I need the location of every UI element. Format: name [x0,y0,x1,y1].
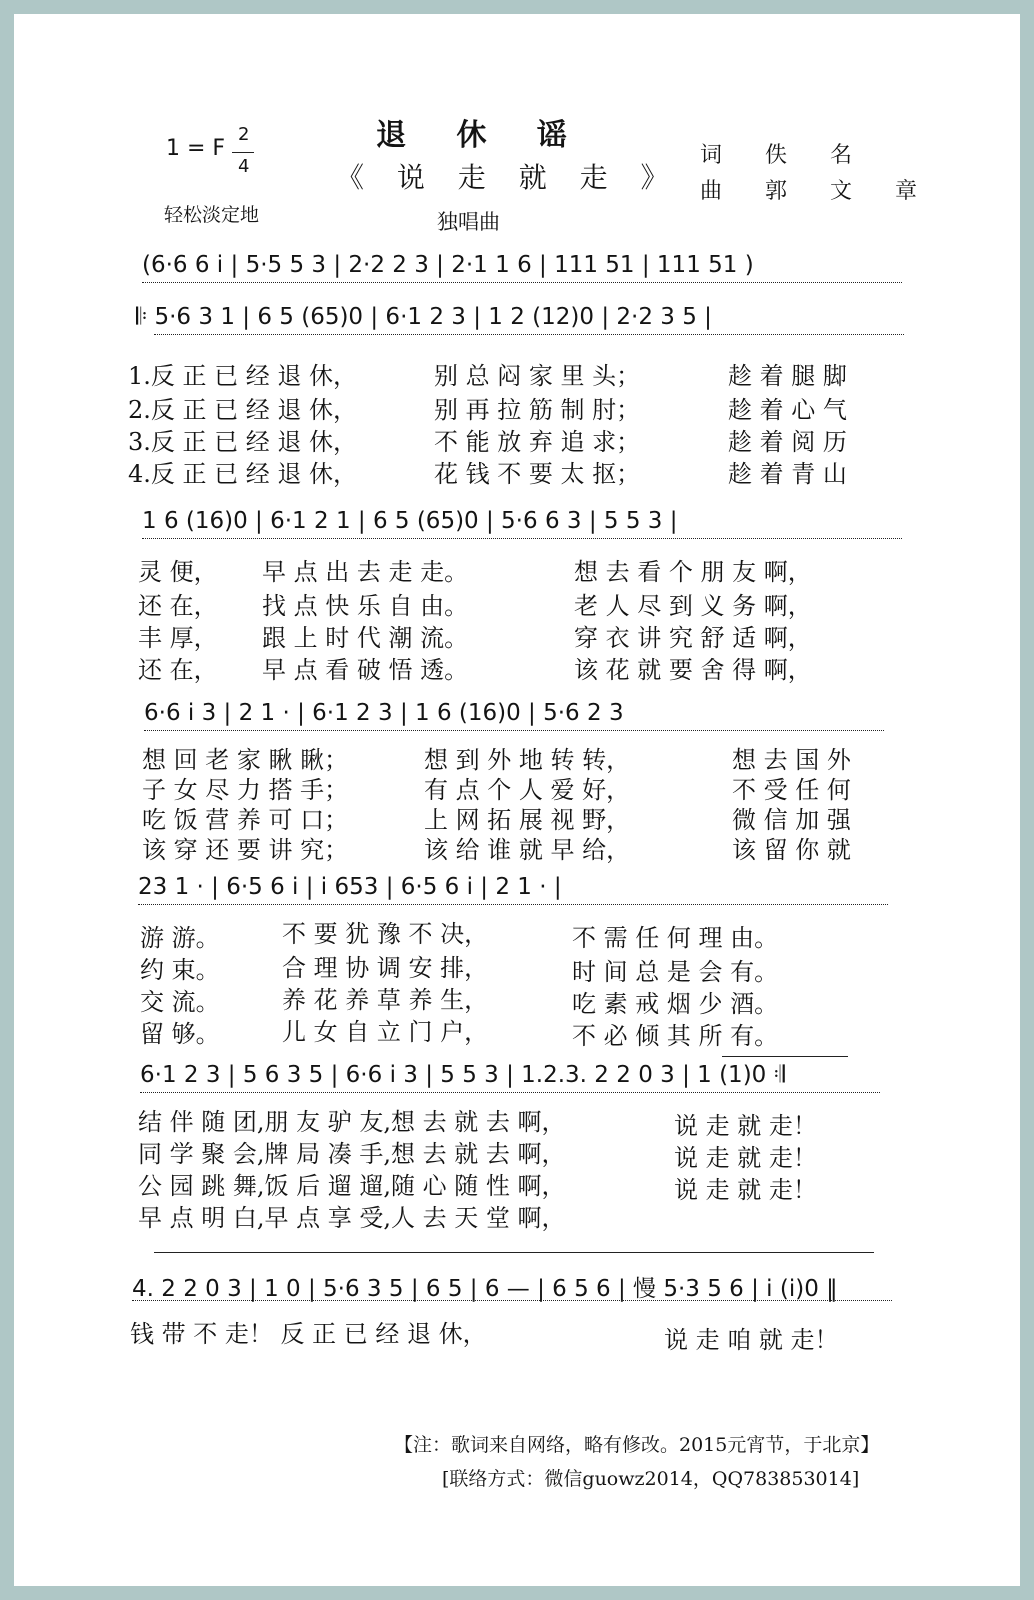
time-signature-bottom: 4 [238,156,250,177]
key-signature: 1 = F [166,136,226,161]
lyrics-5a-v1: 结 伴 随 团,朋 友 驴 友,想 去 就 去 啊， [138,1108,566,1136]
lyrics-6c: 说 走 咱 就 走！ [664,1326,839,1354]
staff-line-2: 𝄆 5·6 3 1 | 6 5 (65)0 | 6·1 2 3 | 1 2 (12)0 | 2·2 3 5 | [136,304,712,330]
footer-contact: [联络方式：微信guowz2014，QQ783853014] [442,1468,860,1490]
staff-line-3: 1 6 (16)0 | 6·1 2 1 | 6 5 (65)0 | 5·6 6 3 | 5 5 3 | [142,508,678,534]
lyrics-3c-v1: 想 去 国 外 [732,746,851,774]
lyrics-2a-v4: 还 在， [138,656,218,684]
lyrics-4b-v2: 合 理 协 调 安 排， [282,954,489,982]
lyrics-3a-v2: 子 女 尽 力 搭 手； [142,776,349,804]
lyrics-2b-v2: 找 点 快 乐 自 由。 [262,592,469,620]
lyrics-3c-v3: 微 信 加 强 [732,806,851,834]
lyrics-2b-v3: 跟 上 时 代 潮 流。 [262,624,469,652]
lyrics-4c-v2: 时 间 总 是 会 有。 [572,958,779,986]
lyrics-2a-v1: 灵 便， [138,558,218,586]
staff-line-6: 6·1 2 3 | 5 6 3 5 | 6·6 i 3 | 5 5 3 | 1.2.3. 2 2 0 3 | 1 (1)0 𝄇 [140,1062,785,1088]
volta-bracket-1 [722,1056,848,1057]
song-title: 退 休 谣 [376,118,587,153]
lyrics-1c-v1: 趁 着 腿 脚 [728,362,847,390]
lyrics-1a-v2: 2.反 正 已 经 退 休， [128,396,358,424]
genre-label: 独唱曲 [437,210,500,234]
underline-1 [142,282,902,283]
lyrics-6a: 钱 带 不 走！ 反 正 已 经 退 休， [130,1320,487,1348]
lyrics-4a-v4: 留 够。 [140,1020,220,1048]
staff-line-5: 23 1 · | 6·5 6 i | i 653 | 6·5 6 i | 2 1 · | [138,874,562,900]
score-sheet [14,14,1020,1586]
lyrics-3a-v1: 想 回 老 家 瞅 瞅； [142,746,349,774]
lyrics-1c-v3: 趁 着 阅 历 [728,428,847,456]
underline-6 [140,1092,880,1093]
lyrics-5c-v1: 说 走 就 走！ [674,1112,817,1140]
time-signature-line [232,152,254,153]
lyrics-3b-v3: 上 网 拓 展 视 野， [424,806,631,834]
lyrics-4c-v1: 不 需 任 何 理 由。 [572,924,779,952]
lyricist: 词 佚 名 [700,143,870,168]
tempo-marking: 轻松淡定地 [164,204,260,226]
lyrics-2c-v4: 该 花 就 要 舍 得 啊， [574,656,812,684]
underline-2 [154,334,904,335]
lyrics-4c-v4: 不 必 倾 其 所 有。 [572,1022,779,1050]
lyrics-5c-v2: 说 走 就 走！ [674,1144,817,1172]
lyrics-5a-v4: 早 点 明 白,早 点 享 受,人 去 天 堂 啊， [138,1204,566,1232]
lyrics-2c-v1: 想 去 看 个 朋 友 啊， [574,558,812,586]
lyrics-2c-v3: 穿 衣 讲 究 舒 适 啊， [574,624,812,652]
lyrics-1a-v4: 4.反 正 已 经 退 休， [128,460,358,488]
song-subtitle: 《 说 走 就 走 》 [336,161,681,194]
lyrics-4b-v4: 儿 女 自 立 门 户， [282,1018,489,1046]
volta-bracket-2 [154,1252,874,1253]
lyrics-3a-v4: 该 穿 还 要 讲 究； [142,836,349,864]
lyrics-1c-v2: 趁 着 心 气 [728,396,847,424]
lyrics-3b-v2: 有 点 个 人 爱 好， [424,776,631,804]
lyrics-1b-v2: 别 再 拉 筋 制 肘； [434,396,641,424]
lyrics-1b-v1: 别 总 闷 家 里 头； [434,362,641,390]
underline-5 [138,904,888,905]
time-signature-top: 2 [238,124,250,145]
underline-7 [132,1300,892,1301]
staff-line-4: 6·6 i 3 | 2 1 · | 6·1 2 3 | 1 6 (16)0 | 5·6 2 3 [144,700,624,726]
lyrics-4a-v2: 约 束。 [140,956,220,984]
composer: 曲 郭 文 章 [700,179,935,204]
lyrics-2a-v2: 还 在， [138,592,218,620]
lyrics-3c-v4: 该 留 你 就 [732,836,851,864]
lyrics-1c-v4: 趁 着 青 山 [728,460,847,488]
lyrics-5a-v2: 同 学 聚 会,牌 局 凑 手,想 去 就 去 啊， [138,1140,566,1168]
lyrics-2a-v3: 丰 厚， [138,624,218,652]
lyrics-3b-v4: 该 给 谁 就 早 给， [424,836,631,864]
lyrics-4a-v1: 游 游。 [140,924,220,952]
lyrics-4b-v3: 养 花 养 草 养 生， [282,986,489,1014]
lyrics-4b-v1: 不 要 犹 豫 不 决， [282,920,489,948]
lyrics-1a-v3: 3.反 正 已 经 退 休， [128,428,358,456]
staff-line-7: 4. 2 2 0 3 | 1 0 | 5·6 3 5 | 6 5 | 6 — | 6 5 6 | 慢 5·3 5 6 | i (i)0 ‖ [132,1276,838,1302]
lyrics-3a-v3: 吃 饭 营 养 可 口； [142,806,349,834]
staff-line-1: (6·6 6 i | 5·5 5 3 | 2·2 2 3 | 2·1 1 6 | 111 51 | 111 51 ) [142,252,754,278]
underline-4 [144,730,884,731]
lyrics-1a-v1: 1.反 正 已 经 退 休， [128,362,358,390]
footer-note: 【注：歌词来自网络，略有修改。2015元宵节，于北京】 [394,1434,880,1456]
lyrics-1b-v3: 不 能 放 弃 追 求； [434,428,641,456]
lyrics-2b-v4: 早 点 看 破 悟 透。 [262,656,469,684]
lyrics-3c-v2: 不 受 任 何 [732,776,851,804]
lyrics-2b-v1: 早 点 出 去 走 走。 [262,558,469,586]
lyrics-1b-v4: 花 钱 不 要 太 抠； [434,460,641,488]
lyrics-4c-v3: 吃 素 戒 烟 少 酒。 [572,990,779,1018]
lyrics-2c-v2: 老 人 尽 到 义 务 啊， [574,592,812,620]
underline-3 [142,538,902,539]
lyrics-5c-v3: 说 走 就 走！ [674,1176,817,1204]
lyrics-4a-v3: 交 流。 [140,988,220,1016]
lyrics-5a-v3: 公 园 跳 舞,饭 后 遛 遛,随 心 随 性 啊， [138,1172,566,1200]
lyrics-3b-v1: 想 到 外 地 转 转， [424,746,631,774]
